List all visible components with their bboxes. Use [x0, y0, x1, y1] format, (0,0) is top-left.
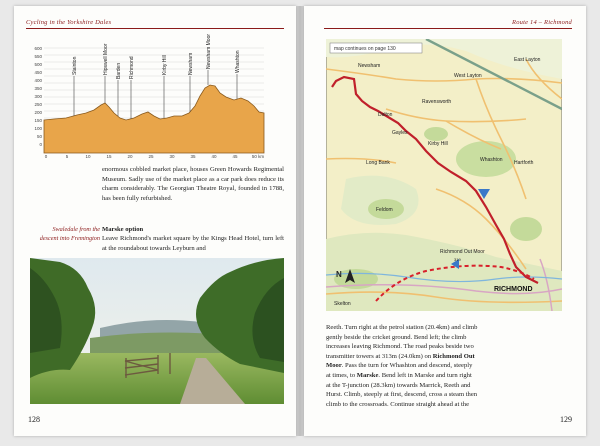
landscape-photo [30, 258, 284, 404]
y-tick-label: 550 [34, 54, 42, 59]
page-number-left: 128 [28, 415, 40, 424]
text-line: Hurst. Climb, steeply at first, descend, cross a steam then [326, 391, 478, 399]
text-run: transmitter towers at 313m (24.0km) on [326, 352, 433, 360]
header-rule [26, 28, 284, 29]
y-tick-label: 300 [34, 94, 42, 99]
svg-text:N: N [336, 270, 342, 279]
x-tick-label: 10 [85, 154, 91, 159]
y-tick-label: 400 [34, 78, 42, 83]
map-place-label: Richmond Out Moor [440, 249, 485, 255]
map-place-label: Gayles [392, 130, 408, 136]
text-run: at times, to [326, 371, 357, 379]
profile-area [44, 85, 264, 153]
y-tick-label: 0 [39, 142, 42, 147]
running-header-right: Route 14 – Richmond [512, 19, 572, 26]
text-line: Reeth. Turn right at the petrol station (20.4km) and climb [326, 324, 478, 331]
left-page [14, 6, 296, 436]
running-header-left: Cycling in the Yorkshire Dales [26, 19, 112, 26]
x-tick-label: 30 [169, 154, 175, 159]
book-spine [296, 6, 304, 436]
place-label: Whashton [235, 50, 241, 73]
text-line: gently beside the cricket ground. Bend left; the climb [326, 333, 467, 341]
place-name-bold: Richmond Out [432, 352, 475, 360]
x-tick-label: 20 [127, 154, 133, 159]
map-continuation-note: map continues on page 130 [334, 46, 396, 52]
x-tick-label: 40 [211, 154, 217, 159]
text-line [326, 352, 572, 362]
place-label: Barden [116, 62, 122, 79]
place-label: Richmond [129, 56, 135, 79]
place-label: Stainton [72, 56, 78, 75]
y-tick-label: 250 [34, 102, 42, 107]
route-map [326, 39, 562, 311]
right-page [304, 6, 586, 436]
body-paragraph [326, 323, 572, 409]
y-tick-label: 450 [34, 70, 42, 75]
place-label: Newsham Moor [206, 33, 212, 69]
map-place-label: Skelton [334, 301, 351, 307]
y-tick-label: 500 [34, 62, 42, 67]
body-paragraph: enormous cobbled market place, houses Green Howards Regimental Museum. Sadly use of the market place as a car park does reduce its charm considerably. The Georgian Theatre Royal, founded in 1788, has been fully refurbished. [102, 166, 284, 202]
text-run: . Bend left in Marske and turn right [378, 371, 472, 379]
map-place-label: West Layton [454, 73, 482, 79]
photo-caption: Swaledale from the descent into Fremington [39, 226, 100, 242]
map-place-label: Newsham [358, 63, 381, 69]
text-run: . Pass the turn for Whashton and descend, steeply [341, 362, 473, 370]
y-tick-label: 600 [34, 46, 42, 51]
place-name-bold: Moor [326, 362, 342, 370]
section-subhead: Marske option [102, 226, 144, 233]
place-label: Hipswell Moor [103, 43, 109, 75]
place-label: Newsham [188, 52, 194, 75]
body-paragraph: Leave Richmond's market square by the Kings Head Hotel, turn left at the roundabout towards Leyburn and [102, 235, 284, 252]
map-place-label: Whashton [480, 157, 503, 163]
x-tick-label: 0 [44, 154, 48, 159]
page-number-right: 129 [560, 415, 572, 424]
map-place-label: Hartforth [514, 160, 534, 166]
x-tick-label: 15 [106, 154, 112, 159]
map-place-label: Long Bank [366, 160, 390, 166]
text-line: climb to the crossroads. Continue straight ahead at the [326, 400, 470, 408]
y-tick-label: 200 [34, 110, 42, 115]
y-tick-label: 350 [34, 86, 42, 91]
x-tick-label: 35 [190, 154, 196, 159]
header-rule [324, 28, 572, 29]
map-place-label: Ravensworth [422, 99, 452, 105]
text-line: at the T-junction (28.3km) towards Marrick, Reeth and [326, 381, 471, 389]
x-tick-label: 50 km [251, 154, 265, 159]
x-tick-label: 25 [148, 154, 154, 159]
map-place-label: East Layton [514, 57, 541, 63]
map-place-label: Feldom [376, 207, 393, 213]
elevation-profile [14, 30, 296, 160]
y-tick-label: 150 [34, 118, 42, 123]
place-name-bold: Marske [356, 371, 379, 379]
map-spot-height: 319 [454, 257, 461, 262]
x-tick-label: 5 [65, 154, 69, 159]
map-place-label: Dalton [378, 112, 393, 118]
text-line [326, 361, 572, 371]
x-tick-label: 45 [232, 154, 238, 159]
map-town-label: RICHMOND [494, 286, 533, 293]
text-line: increases leaving Richmond. The road peaks beside two [326, 343, 474, 351]
place-label: Kirby Hill [162, 55, 168, 75]
text-line [326, 371, 572, 381]
y-tick-label: 50 [36, 134, 42, 139]
map-place-label: Kirby Hill [428, 141, 448, 147]
y-tick-label: 100 [34, 126, 42, 131]
